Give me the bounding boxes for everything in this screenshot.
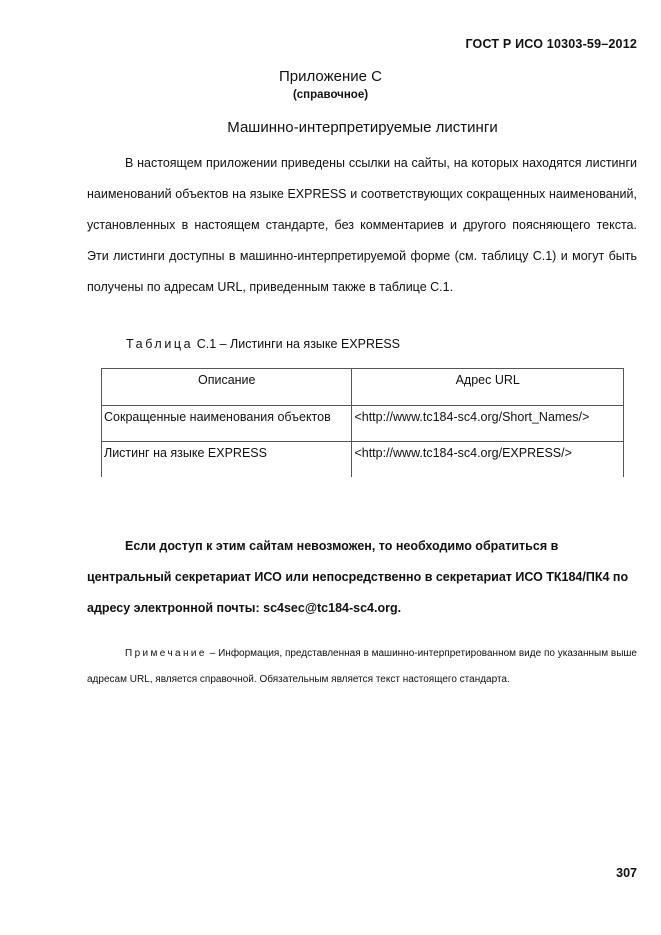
- appendix-title: Приложение С: [279, 68, 382, 85]
- table-caption-text: С.1 – Листинги на языке EXPRESS: [193, 337, 400, 351]
- intro-paragraph: В настоящем приложении приведены ссылки на сайты, на которых находятся листинги наименований объектов на языке EXPRESS и соответствующих сокращенных наименований, установленных в настоящем стандарте, без комментариев и другого поясняющего текста. Эти листинги доступны в машинно-интерпретируемой форме (см. таблицу С.1) и могут быть получены по адресам URL, приведенным также в таблице С.1.: [87, 156, 637, 294]
- table-row: [102, 442, 624, 478]
- contact-paragraph: Если доступ к этим сайтам невозможен, то необходимо обратиться в центральный секретариат ИСО или непосредственно в секретариат ИСО ТК184/ПК4 по адресу электронной почты: sc4sec@tc184-sc4.org.: [87, 539, 629, 615]
- standard-designation: ГОСТ Р ИСО 10303-59–2012: [465, 37, 637, 51]
- page-number: 307: [616, 866, 637, 880]
- table-cell-description: Сокращенные наименования объектов: [102, 406, 352, 442]
- table-header-row: [102, 369, 624, 406]
- table-row: [102, 406, 624, 442]
- table-caption: [126, 337, 400, 351]
- table-cell-url: <http://www.tc184-sc4.org/EXPRESS/>: [352, 442, 624, 478]
- appendix-subtitle: (справочное): [292, 89, 369, 101]
- table-cell-url: <http://www.tc184-sc4.org/Short_Names/>: [352, 406, 624, 442]
- listings-table: [101, 368, 624, 477]
- note-label: Примечание: [125, 648, 207, 659]
- note-text: – Информация, представленная в машинно-интерпретированном виде по указанным выше адресам URL, является справочной. Обязательным является текст настоящего стандарта.: [87, 648, 637, 685]
- column-header-description: Описание: [102, 369, 352, 406]
- note-paragraph: [87, 641, 637, 692]
- table-caption-label: Таблица: [126, 337, 194, 351]
- section-title: Машинно-интерпретируемые листинги: [227, 119, 498, 136]
- table-cell-description: Листинг на языке EXPRESS: [102, 442, 352, 478]
- column-header-url: Адрес URL: [352, 369, 624, 406]
